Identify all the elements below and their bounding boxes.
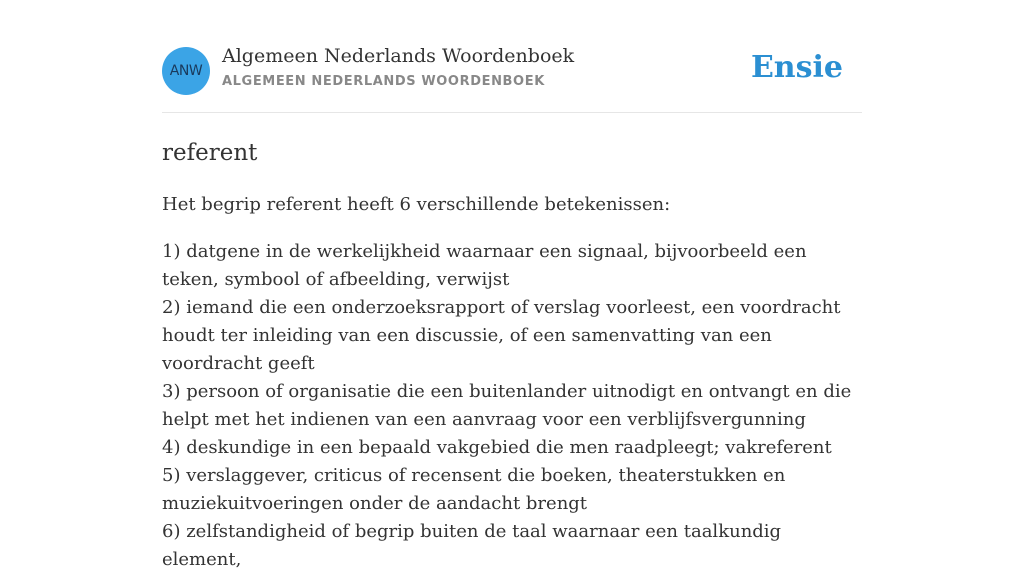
definition-item: 6) zelfstandigheid of begrip buiten de taal waarnaar een taalkundig element, [162, 521, 782, 570]
site-subtitle: ALGEMEEN NEDERLANDS WOORDENBOEK [222, 74, 545, 89]
anw-logo[interactable]: ANW [162, 47, 210, 95]
definition-item: 4) deskundige in een bepaald vakgebied die men raadpleegt; vakreferent [162, 437, 832, 458]
header [162, 0, 862, 113]
entry-intro: Het begrip referent heeft 6 verschillende betekenissen: [162, 194, 671, 215]
ensie-brand-logo[interactable]: Ensie [750, 50, 843, 85]
definition-item: 3) persoon of organisatie die een buitenlander uitnodigt en ontvangt en die helpt met het indienen van een aanvraag voor een verblijfsvergunning [162, 381, 852, 430]
definition-item: 1) datgene in de werkelijkheid waarnaar een signaal, bijvoorbeeld een teken, symbool of afbeelding, verwijst [162, 241, 807, 290]
entry-word: referent [162, 140, 258, 166]
definition-item: 5) verslaggever, criticus of recensent die boeken, theaterstukken en muziekuitvoeringen onder de aandacht brengt [162, 465, 786, 514]
definitions-list [162, 238, 862, 574]
site-title[interactable]: Algemeen Nederlands Woordenboek [222, 45, 575, 67]
content-container [162, 0, 862, 574]
definition-item: 2) iemand die een onderzoeksrapport of verslag voorleest, een voordracht houdt ter inleiding van een discussie, of een samenvatting van een voordracht geeft [162, 297, 841, 374]
